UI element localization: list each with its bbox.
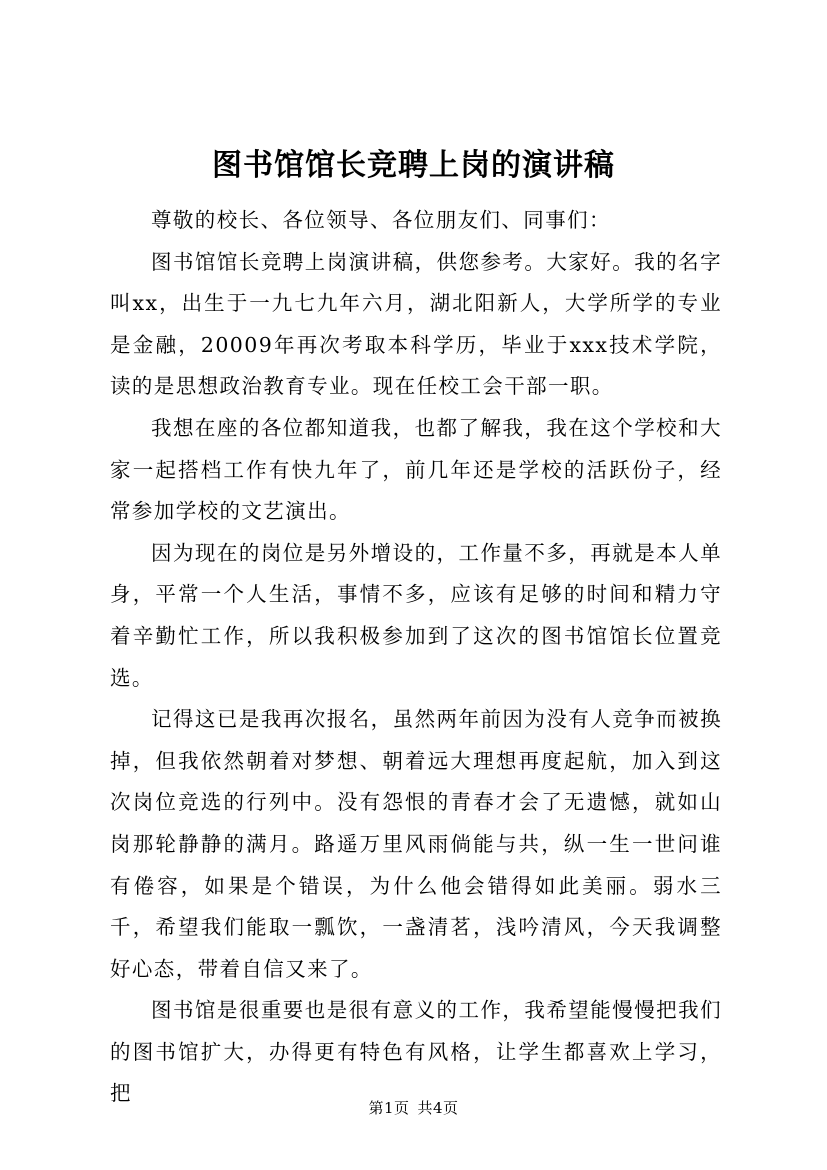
paragraph-library-vision: 图书馆是很重要也是很有意义的工作，我希望能慢慢把我们的图书馆扩大，办得更有特色有风格，让学生都喜欢上学习，把 [110,998,722,1106]
document-body [110,200,722,1115]
paragraph-introduction: 图书馆馆长竞聘上岗演讲稿，供您参考。大家好。我的名字叫xx，出生于一九七九年六月，湖北阳新人，大学所学的专业是金融，20009年再次考取本科学历，毕业于xxx技术学院，读的是思想政治教育专业。现在任校工会干部一职。 [110,249,722,399]
paragraph-greeting: 尊敬的校长、各位领导、各位朋友们、同事们： [151,208,611,232]
page-footer [0,1097,827,1119]
paragraph-motivation: 因为现在的岗位是另外增设的，工作量不多，再就是本人单身，平常一个人生活，事情不多，应该有足够的时间和精力守着辛勤忙工作，所以我积极参加到了这次的图书馆馆长位置竞选。 [110,540,722,690]
paragraph-reapplication: 记得这已是我再次报名，虽然两年前因为没有人竞争而被换掉，但我依然朝着对梦想、朝着远大理想再度起航，加入到这次岗位竞选的行列中。没有怨恨的青春才会了无遗憾，就如山岗那轮静静的满月。路遥万里风雨倘能与共，纵一生一世问谁有倦容，如果是个错误，为什么他会错得如此美丽。弱水三千，希望我们能取一瓢饮，一盏清茗，浅吟清风，今天我调整好心态，带着自信又来了。 [110,707,722,981]
page-number: 第1页 [368,1099,410,1117]
page-total: 共4页 [417,1099,459,1117]
paragraph-background: 我想在座的各位都知道我，也都了解我，我在这个学校和大家一起搭档工作有快九年了，前几年还是学校的活跃份子，经常参加学校的文艺演出。 [110,415,722,524]
document-title: 图书馆馆长竞聘上岗的演讲稿 [212,148,615,183]
